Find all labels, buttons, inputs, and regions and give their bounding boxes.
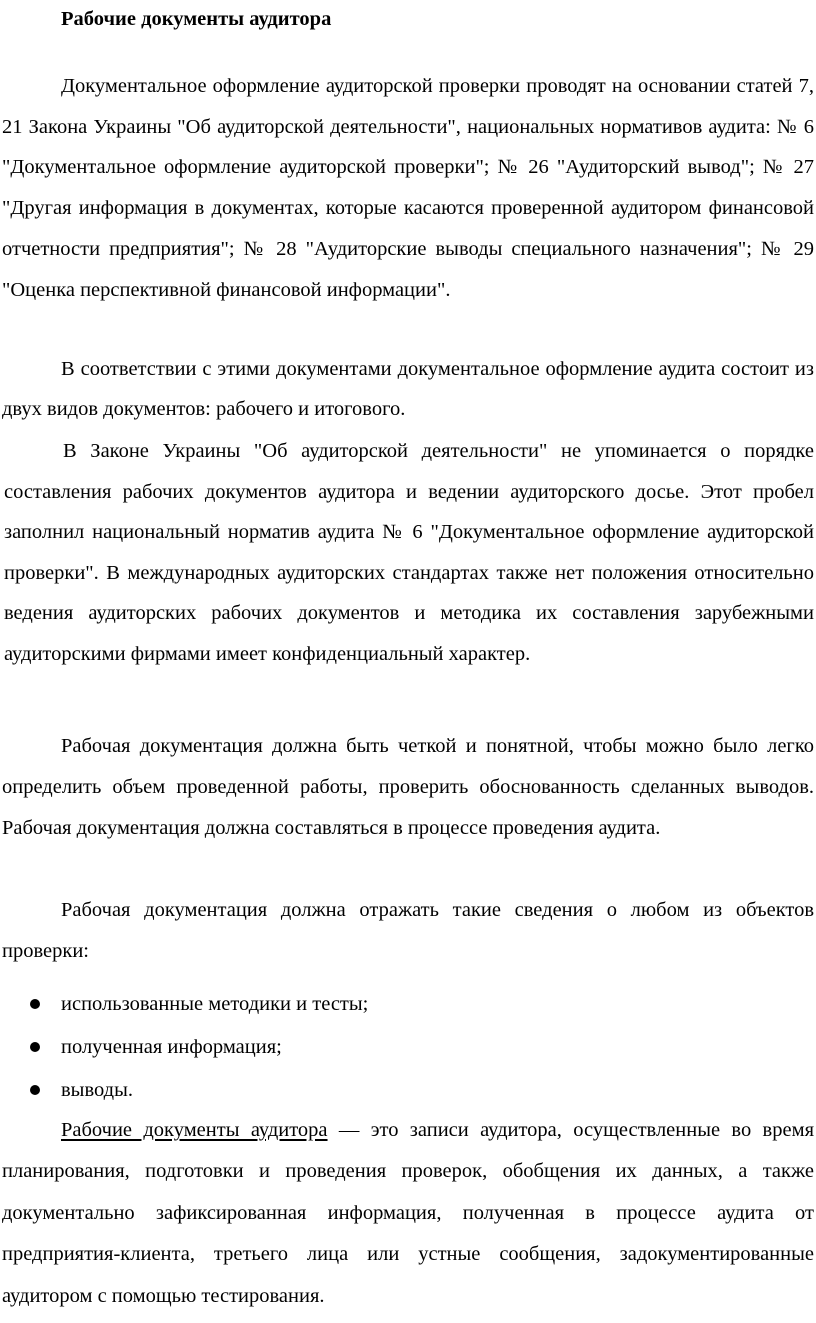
paragraph-document-types: В соответствии с этими документами документальное оформление аудита состоит из двух видов документов: рабочего и итогового. xyxy=(2,358,814,420)
paragraph-documentation-content: Рабочая документация должна отражать такие сведения о любом из объектов проверки: xyxy=(2,899,814,962)
defined-term: Рабочие документы аудитора xyxy=(61,1119,328,1141)
list-item-text: полученная информация; xyxy=(61,1036,282,1058)
list-item xyxy=(0,1026,368,1069)
paragraph-documentation-requirements: Рабочая документация должна быть четкой и понятной, чтобы можно было легко определить объем проведенной работы, проверить обоснованность сделанных выводов. Рабочая документация должна составляться в процессе проведения аудита. xyxy=(2,735,814,839)
paragraph-law-gap: В Законе Украины "Об аудиторской деятельности" не упоминается о порядке составления рабочих документов аудитора и ведении аудиторского досье. Этот пробел заполнил национальный норматив аудита № 6 "Документальное оформление аудиторской проверки". В международных аудиторских стандартах также нет положения относительно ведения аудиторских рабочих документов и методика их составления зарубежными аудиторскими фирмами имеет конфиденциальный характер. xyxy=(4,440,814,665)
paragraph-legal-basis: Документальное оформление аудиторской проверки проводят на основании статей 7, 21 Закона Украины "Об аудиторской деятельности", национальных нормативов аудита: № 6 "Документальное оформление аудиторской проверки"; № 26 "Аудиторский вывод"; № 27 "Другая информация в документах, которые касаются проверенной аудитором финансовой отчетности предприятия"; № 28 "Аудиторские выводы специального назначения"; № 29 "Оценка перспективной финансовой информации". xyxy=(2,75,814,301)
list-item xyxy=(0,1069,368,1112)
bullet-icon xyxy=(30,999,40,1009)
definition-text: — это записи аудитора, осуществленные во время планирования, подготовки и проведения проверок, обобщения их данных, а также документально зафиксированная информация, полученная в процессе аудита от предприятия-клиента, третьего лица или устные сообщения, задокументированные аудитором с помощью тестирования. xyxy=(2,1119,814,1307)
paragraph-definition xyxy=(2,1110,814,1317)
list-item-text: выводы. xyxy=(61,1079,133,1101)
document-title: Рабочие документы аудитора xyxy=(61,8,332,30)
bullet-list xyxy=(0,983,368,1112)
bullet-icon xyxy=(30,1085,40,1095)
list-item-text: использованные методики и тесты; xyxy=(61,993,369,1015)
list-item xyxy=(0,983,368,1026)
bullet-icon xyxy=(30,1042,40,1052)
